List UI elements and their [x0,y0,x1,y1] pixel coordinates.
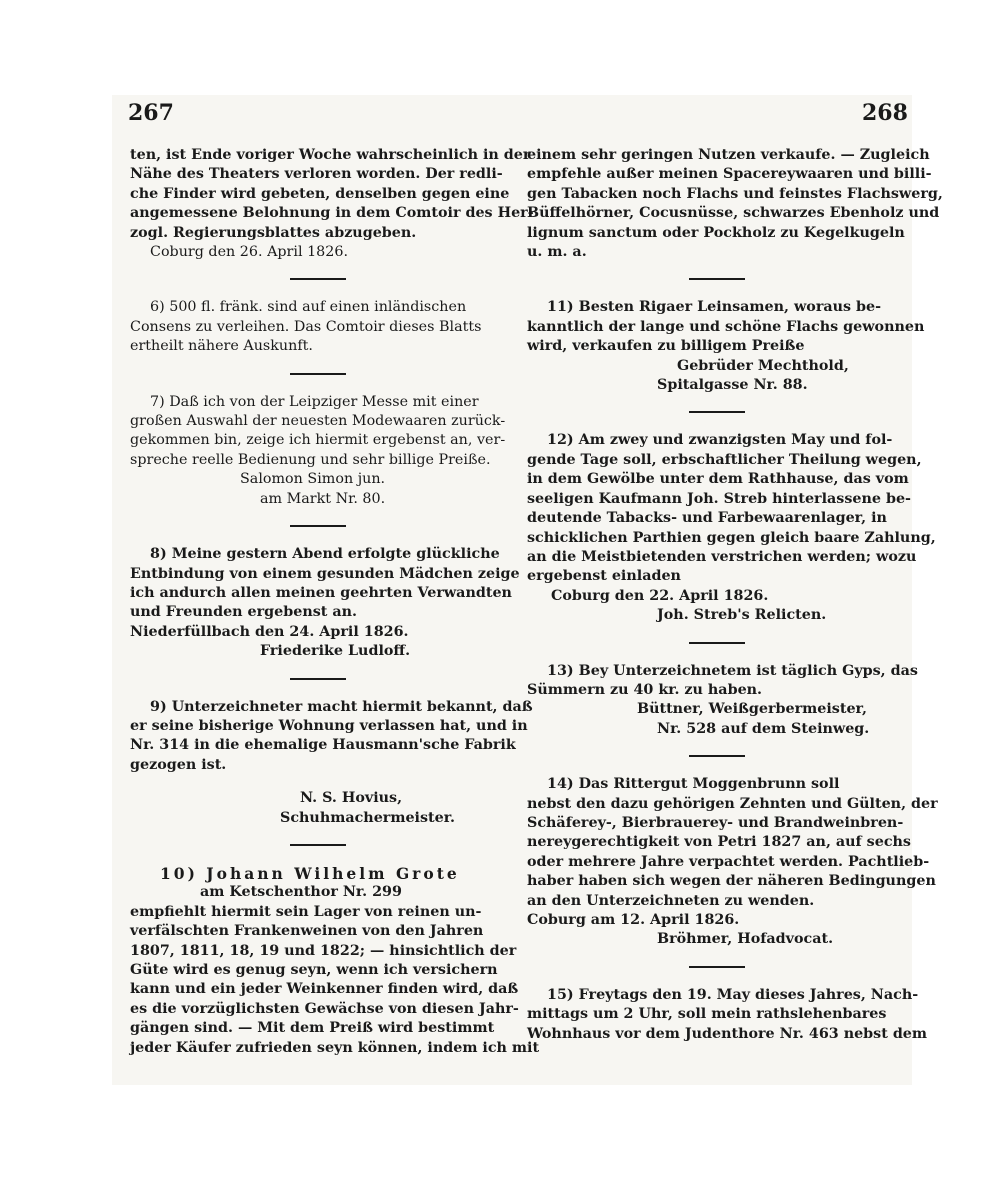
signature-address: Spitalgasse Nr. 88. [657,377,808,394]
notice-continued [130,146,534,262]
signature: Salomon Simon jun. [240,471,386,488]
notice-14 [527,775,938,950]
text-line: 12) Am zwey und zwanzigsten May und fol- [547,432,893,449]
separator [290,278,346,280]
signature: N. S. Hovius, [300,790,403,807]
text-line: Nähe des Theaters verloren worden. Der redli- [130,166,503,183]
separator [689,278,745,280]
text-line: lignum sanctum oder Pockholz zu Kegelkugeln [527,224,905,241]
notice-12 [527,431,936,625]
text-line: jeder Käufer zufrieden seyn können, indem ich mit [130,1039,540,1056]
separator [290,678,346,680]
text-line: ich andurch allen meinen geehrten Verwandten [130,584,512,601]
text-line: schicklichen Parthien gegen gleich baare Zahlung, [527,529,936,546]
text-line: und Freunden ergebenst an. [130,604,358,621]
text-line: ertheilt nähere Auskunft. [130,338,313,355]
text-line: 7) Daß ich von der Leipziger Messe mit einer [150,393,479,410]
separator [290,373,346,375]
text-line: es die vorzüglichsten Gewächse von diesen Jahr- [130,1000,519,1017]
spacer [130,775,505,789]
text-line: wird, verkaufen zu billigem Preiße [527,338,805,355]
text-line: nereygerechtigkeit von Petri 1827 an, auf sechs [527,834,911,851]
text-line: 1807, 1811, 18, 19 und 1822; — hinsichtlich der [130,942,517,959]
notice-8 [130,545,520,661]
text-line: angemessene Belohnung in dem Comtoir des Her- [130,205,534,222]
signature: Friederike Ludloff. [260,643,411,660]
signature: Joh. Streb's Relicten. [657,607,827,624]
text-line: 14) Das Rittergut Moggenbrunn soll [547,776,840,793]
signature: Bröhmer, Hofadvocat. [657,931,834,948]
text-line: großen Auswahl der neuesten Modewaaren zurück- [130,413,506,430]
text-line: spreche reelle Bedienung und sehr billige Preiße. [130,451,491,468]
text-line: an den Unterzeichneten zu wenden. [527,892,815,909]
text-line: er seine bisherige Wohnung verlassen hat, und in [130,717,528,734]
text-line: Consens zu verleihen. Das Comtoir dieses Blatts [130,318,482,335]
notice-6 [130,298,505,356]
notice-11 [527,298,925,395]
text-line: Büffelhörner, Cocusnüsse, schwarzes Ebenholz und [527,205,940,222]
text-line: che Finder wird gebeten, denselben gegen eine [130,185,510,202]
text-line: empfiehlt hiermit sein Lager von reinen un- [130,903,482,920]
notice-10-continued [527,146,943,262]
text-line: 8) Meine gestern Abend erfolgte glückliche [150,546,500,563]
place-date: Coburg den 22. April 1826. [551,587,769,604]
text-line: 13) Bey Unterzeichnetem ist täglich Gyps, das [547,662,918,679]
separator [290,525,346,527]
text-line: kanntlich der lange und schöne Flachs gewonnen [527,318,925,335]
page-number-left: 267 [128,100,174,126]
text-line: Güte wird es genug seyn, wenn ich versichern [130,962,498,978]
text-line: an die Meistbietenden verstrichen werden; wozu [527,548,917,565]
text-line: nebst den dazu gehörigen Zehnten und Gülten, der [527,795,938,812]
left-column [130,146,540,1058]
separator [689,411,745,413]
separator [689,755,745,757]
page-number-right: 268 [862,100,908,126]
place-date: Niederfüllbach den 24. April 1826. [130,623,409,640]
text-line: Wohnhaus vor dem Judenthore Nr. 463 nebst dem [527,1025,928,1042]
place-date: Coburg am 12. April 1826. [527,912,740,928]
text-line: einem sehr geringen Nutzen verkaufe. — Zugleich [527,147,930,163]
text-line: Schäferey-, Bierbrauerey- und Brandweinbren- [527,814,904,831]
text-line: u. m. a. [527,244,587,261]
notice-7 [130,393,505,509]
text-line: gen Tabacken noch Flachs und feinstes Flachswerg, [527,185,943,202]
advertiser-address: am Ketschenthor Nr. 299 [200,884,402,901]
text-line: mittags um 2 Uhr, soll mein rathslehenbares [527,1006,887,1023]
text-line: haber haben sich wegen der näheren Bedingungen [527,873,936,890]
text-line: ergebenst einladen [527,568,681,585]
text-line: gängen sind. — Mit dem Preiß wird bestimmt [130,1020,495,1037]
notice-15 [527,986,928,1044]
text-line: 9) Unterzeichneter macht hiermit bekannt, daß [150,698,533,715]
notice-10 [130,863,540,1058]
text-line: verfälschten Frankenweinen von den Jahren [130,923,484,940]
text-line: Sümmern zu 40 kr. zu haben. [527,681,763,698]
separator [290,844,346,846]
text-line: zogl. Regierungsblattes abzugeben. [130,224,417,241]
text-line: ten, ist Ende voriger Woche wahrscheinlich in der [130,147,531,163]
text-line: empfehle außer meinen Spacereywaaren und billi- [527,166,932,183]
text-line: gekommen bin, zeige ich hiermit ergebenst an, ver- [130,432,506,449]
notice-13 [527,662,918,740]
signature-title: Schuhmachermeister. [280,809,455,826]
text-line: deutende Tabacks- und Farbewaarenlager, in [527,510,887,527]
notice-9 [130,698,533,828]
separator [689,966,745,968]
text-line: 6) 500 fl. fränk. sind auf einen inländischen [150,299,467,316]
text-line: gezogen ist. [130,756,227,773]
text-line: in dem Gewölbe unter dem Rathhause, das vom [527,471,909,488]
text-line: seeligen Kaufmann Joh. Streb hinterlassene be- [527,490,911,507]
place-date: Coburg den 26. April 1826. [150,244,349,261]
signature-address: Nr. 528 auf dem Steinweg. [657,720,870,737]
text-line: Entbindung von einem gesunden Mädchen zeige [130,565,520,582]
separator [689,642,745,644]
text-line: gende Tage soll, erbschaftlicher Theilung wegen, [527,451,922,468]
text-line: 11) Besten Rigaer Leinsamen, woraus be- [547,299,882,316]
signature: Büttner, Weißgerbermeister, [637,701,868,718]
right-column [527,146,943,1044]
advertiser-name: 10) Johann Wilhelm Grote [160,863,460,883]
text-line: 15) Freytags den 19. May dieses Jahres, Nach- [547,986,919,1003]
text-line: Nr. 314 in die ehemalige Hausmann'sche Fabrik [130,737,516,754]
signature-address: am Markt Nr. 80. [260,490,386,507]
signature: Gebrüder Mechthold, [677,357,849,374]
text-line: kann und ein jeder Weinkenner finden wird, daß [130,981,519,998]
text-line: oder mehrere Jahre verpachtet werden. Pachtlieb- [527,853,930,870]
